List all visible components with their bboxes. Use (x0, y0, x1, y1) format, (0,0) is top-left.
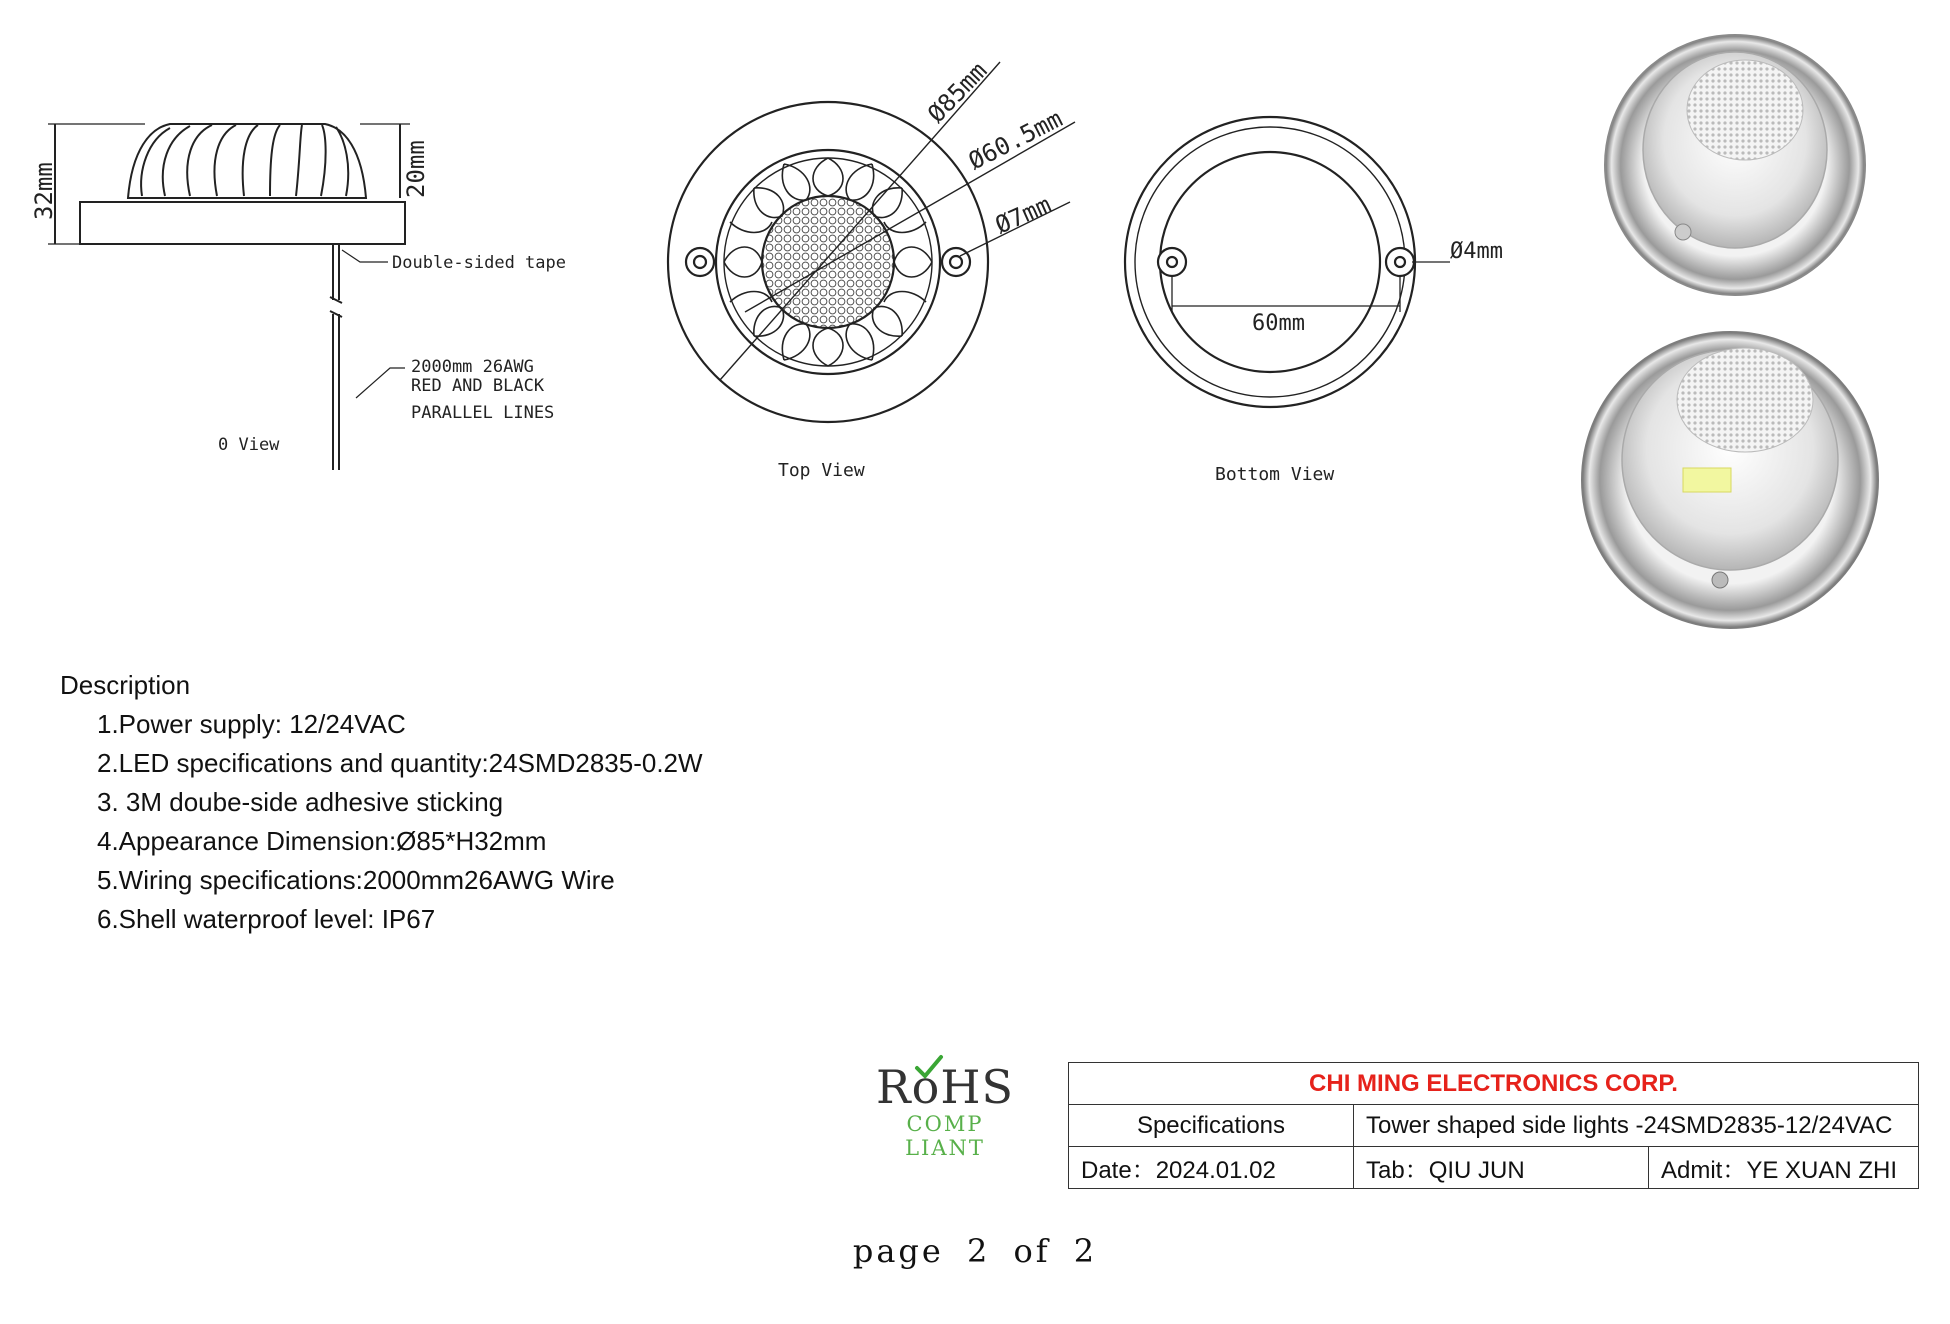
admit-cell: Admit：YE XUAN ZHI (1649, 1147, 1919, 1189)
spec-label: Specifications (1069, 1105, 1354, 1147)
description-item-wiring: 5.Wiring specifications:2000mm26AWG Wire (97, 865, 615, 895)
bottom-view (1125, 117, 1450, 407)
rohs-word: RoHS (876, 1060, 1014, 1114)
title-block (1068, 1062, 1919, 1189)
description-item-waterproof: 6.Shell waterproof level: IP67 (97, 904, 436, 934)
page-number: page 2 of 2 (852, 1232, 1098, 1270)
product-photo-top (1605, 35, 1865, 295)
base-plate (80, 202, 405, 244)
tape-label: Double-sided tape (392, 253, 566, 273)
bottom-dim-hole-label: Ø4mm (1450, 239, 1503, 264)
date-cell: Date：2024.01.02 (1069, 1147, 1354, 1189)
description-item-led: 2.LED specifications and quantity:24SMD2835-0.2W (97, 748, 703, 778)
description-list (60, 705, 703, 939)
description-item-adhesive: 3. 3M doube-side adhesive sticking (97, 787, 504, 817)
description-section (60, 666, 703, 939)
bottom-view-caption: Bottom View (1215, 464, 1335, 485)
wire-label-line-1: 2000mm 26AWG (411, 357, 534, 377)
side-view (48, 124, 410, 470)
top-view (668, 62, 1075, 422)
bottom-dim-spacing-label: 60mm (1252, 311, 1305, 336)
rohs-logo (870, 1060, 1020, 1160)
check-icon (914, 1054, 944, 1080)
top-view-caption: Top View (778, 460, 865, 481)
company-name: CHI MING ELECTRONICS CORP. (1069, 1063, 1919, 1105)
side-view-caption: 0 View (218, 435, 280, 455)
wire-label-line-2: RED AND BLACK (411, 376, 545, 396)
top-dim-lens-label: Ø60.5mm (964, 104, 1067, 176)
description-title: Description (60, 670, 191, 700)
top-dim-outer-label: Ø85mm (922, 56, 993, 129)
wire-label-line-3: PARALLEL LINES (411, 403, 555, 423)
tab-cell: Tab：QIU JUN (1354, 1147, 1649, 1189)
description-item-dimension: 4.Appearance Dimension:Ø85*H32mm (97, 826, 547, 856)
top-dim-hole-label: Ø7mm (991, 190, 1056, 240)
description-item-power: 1.Power supply: 12/24VAC (97, 709, 406, 739)
height-total-label: 32mm (30, 162, 58, 220)
spec-value: Tower shaped side lights -24SMD2835-12/24VAC (1354, 1105, 1919, 1147)
height-dome-label: 20mm (402, 140, 430, 198)
product-photo-bottom (1582, 332, 1878, 628)
technical-drawing (0, 0, 1950, 650)
rohs-subtitle: COMP LIANT (905, 1112, 985, 1160)
